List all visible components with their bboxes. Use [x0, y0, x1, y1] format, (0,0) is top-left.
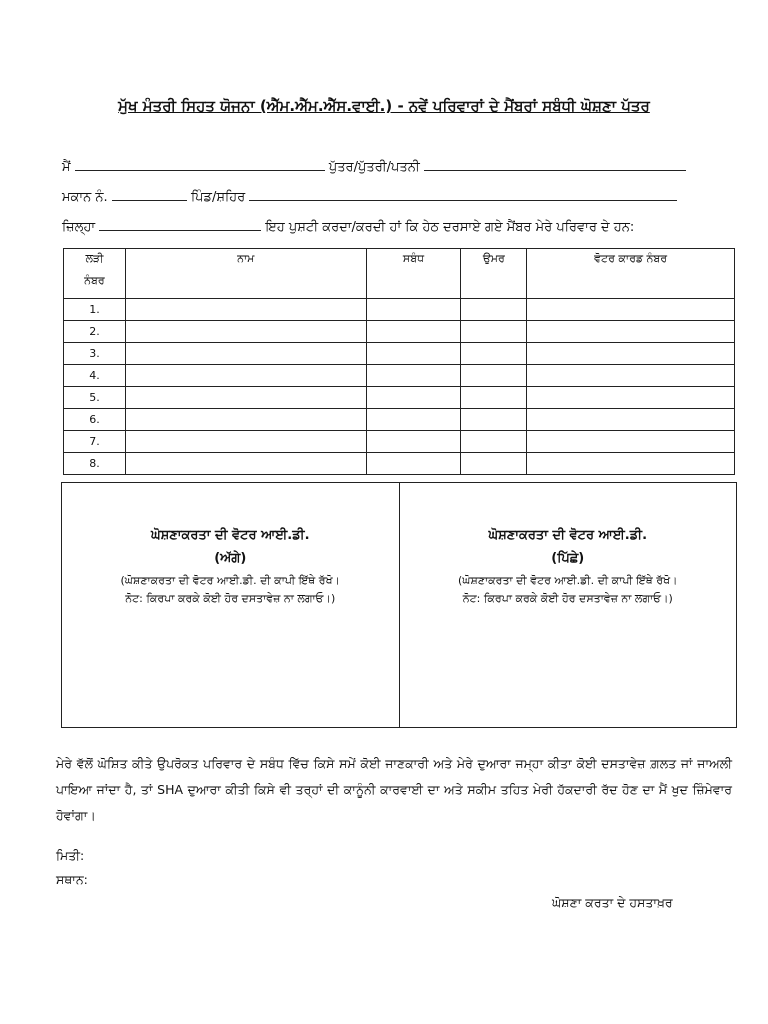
- voter-id-back-area[interactable]: [400, 483, 737, 727]
- declaration-paragraph: ਮੇਰੇ ਵੱਲੋਂ ਘੋਸ਼ਿਤ ਕੀਤੇ ਉਪਰੋਕਤ ਪਰਿਵਾਰ ਦੇ ਸਬੰਧ ਵਿੱਚ ਕਿਸੇ ਸਮੇਂ ਕੋਈ ਜਾਣਕਾਰੀ ਅਤੇ ਮੇਰੇ ਦੁਆਰਾ ਜਮ੍ਹਾ ਕੀਤਾ ਕੋਈ ਦਸਤਾਵੇਜ਼ ਗ਼ਲਤ ਜਾਂ ਜਾਅਲੀ ਪਾਇਆ ਜਾਂਦਾ ਹੈ, ਤਾਂ SHA ਦੁਆਰਾ ਕੀਤੀ ਕਿਸੇ ਵੀ ਤਰ੍ਹਾਂ ਦੀ ਕਾਨੂੰਨੀ ਕਾਰਵਾਈ ਦਾ ਅਤੇ ਸਕੀਮ ਤਹਿਤ ਮੇਰੀ ਹੱਕਦਾਰੀ ਰੱਦ ਹੋਣ ਦਾ ਮੈਂ ਖੁਦ ਜ਼ਿੰਮੇਵਾਰ ਹੋਵਾਂਗਾ।: [56, 756, 732, 823]
- voter-id-front-note-line2: ਨੋਟ: ਕਿਰਪਾ ਕਰਕੇ ਕੋਈ ਹੋਰ ਦਸਤਾਵੇਜ਼ ਨਾ ਲਗਾਓ।): [125, 592, 336, 605]
- relation-cell[interactable]: [366, 453, 461, 475]
- age-cell[interactable]: [461, 343, 527, 365]
- signature-label: ਘੋਸ਼ਣਾ ਕਰਤਾ ਦੇ ਹਸਤਾਖ਼ਰ: [552, 895, 673, 910]
- name-header: ਨਾਮ: [125, 249, 366, 299]
- serial-cell: 2.: [64, 321, 126, 343]
- form-line-district: [62, 218, 634, 235]
- age-cell[interactable]: [461, 299, 527, 321]
- voter-id-box: [61, 482, 737, 728]
- relation-cell[interactable]: [366, 321, 461, 343]
- document-title: ਮੁੱਖ ਮੰਤਰੀ ਸਿਹਤ ਯੋਜਨਾ (ਐੱਮ.ਐੱਮ.ਐੱਸ.ਵਾਈ.) - ਨਵੇਂ ਪਰਿਵਾਰਾਂ ਦੇ ਮੈਂਬਰਾਂ ਸਬੰਧੀ ਘੋਸ਼ਣਾ ਪੱਤਰ: [118, 97, 650, 115]
- voter-card-cell[interactable]: [527, 453, 735, 475]
- table-header-row: [64, 249, 735, 299]
- table-row: [64, 299, 735, 321]
- voter-card-cell[interactable]: [527, 387, 735, 409]
- name-cell[interactable]: [125, 409, 366, 431]
- table-row: [64, 343, 735, 365]
- name-cell[interactable]: [125, 343, 366, 365]
- table-row: [64, 365, 735, 387]
- serial-cell: 5.: [64, 387, 126, 409]
- voter-id-front-note: [62, 572, 399, 608]
- voter-card-cell[interactable]: [527, 365, 735, 387]
- relation-header: ਸਬੰਧ: [366, 249, 461, 299]
- table-row: [64, 387, 735, 409]
- name-cell[interactable]: [125, 321, 366, 343]
- age-header: ਉਮਰ: [461, 249, 527, 299]
- voter-card-cell[interactable]: [527, 299, 735, 321]
- house-no-label: ਮਕਾਨ ਨੰ.: [62, 190, 108, 205]
- name-cell[interactable]: [125, 431, 366, 453]
- voter-id-front-side: (ਅੱਗੇ): [214, 551, 247, 566]
- serial-cell: 6.: [64, 409, 126, 431]
- serial-header-line1: ਲੜੀ: [85, 252, 104, 265]
- relation-cell[interactable]: [366, 343, 461, 365]
- table-row: [64, 321, 735, 343]
- name-cell[interactable]: [125, 387, 366, 409]
- name-blank[interactable]: [75, 158, 325, 171]
- confirmation-text: ਇਹ ਪੁਸ਼ਟੀ ਕਰਦਾ/ਕਰਦੀ ਹਾਂ ਕਿ ਹੇਠ ਦਰਸਾਏ ਗਏ ਮੈਂਬਰ ਮੇਰੇ ਪਰਿਵਾਰ ਦੇ ਹਨ:: [265, 220, 635, 235]
- voter-card-cell[interactable]: [527, 409, 735, 431]
- name-cell[interactable]: [125, 299, 366, 321]
- date-label: ਮਿਤੀ:: [56, 848, 85, 863]
- i-label: ਮੈਂ: [62, 160, 71, 175]
- form-line-name: [62, 158, 686, 175]
- place-label: ਸਥਾਨ:: [56, 872, 88, 887]
- village-city-label: ਪਿੰਡ/ਸ਼ਹਿਰ: [190, 190, 246, 205]
- relation-cell[interactable]: [366, 431, 461, 453]
- relation-cell[interactable]: [366, 409, 461, 431]
- table-row: [64, 453, 735, 475]
- voter-card-cell[interactable]: [527, 343, 735, 365]
- serial-header-line2: ਨੰਬਰ: [84, 274, 105, 287]
- voter-card-header: ਵੋਟਰ ਕਾਰਡ ਨੰਬਰ: [527, 249, 735, 299]
- voter-id-front-heading: ਘੋਸ਼ਣਾਕਰਤਾ ਦੀ ਵੋਟਰ ਆਈ.ਡੀ.: [150, 528, 310, 543]
- district-blank[interactable]: [99, 218, 261, 231]
- table-row: [64, 409, 735, 431]
- voter-id-back-note-line2: ਨੋਟ: ਕਿਰਪਾ ਕਰਕੇ ਕੋਈ ਹੋਰ ਦਸਤਾਵੇਜ਼ ਨਾ ਲਗਾਓ।): [462, 592, 673, 605]
- voter-id-back-side: (ਪਿੱਛੇ): [551, 551, 585, 566]
- serial-cell: 4.: [64, 365, 126, 387]
- voter-id-back-note: [400, 572, 737, 608]
- name-cell[interactable]: [125, 365, 366, 387]
- relation-cell[interactable]: [366, 387, 461, 409]
- members-table: [63, 248, 735, 475]
- serial-cell: 3.: [64, 343, 126, 365]
- serial-cell: 1.: [64, 299, 126, 321]
- district-label: ਜ਼ਿਲ੍ਹਾ: [62, 220, 96, 235]
- form-line-address: [62, 188, 677, 205]
- serial-cell: 7.: [64, 431, 126, 453]
- relation-cell[interactable]: [366, 299, 461, 321]
- age-cell[interactable]: [461, 321, 527, 343]
- relation-cell[interactable]: [366, 365, 461, 387]
- table-row: [64, 431, 735, 453]
- relation-label: ਪੁੱਤਰ/ਪੁੱਤਰੀ/ਪਤਨੀ: [328, 160, 420, 175]
- voter-id-front-area[interactable]: [62, 483, 400, 727]
- parent-spouse-blank[interactable]: [424, 158, 686, 171]
- name-cell[interactable]: [125, 453, 366, 475]
- voter-id-back-note-line1: (ਘੋਸ਼ਣਾਕਰਤਾ ਦੀ ਵੋਟਰ ਆਈ.ਡੀ. ਦੀ ਕਾਪੀ ਇੱਥੇ ਰੱਖੋ।: [458, 574, 678, 587]
- age-cell[interactable]: [461, 365, 527, 387]
- voter-id-back-heading: ਘੋਸ਼ਣਾਕਰਤਾ ਦੀ ਵੋਟਰ ਆਈ.ਡੀ.: [488, 528, 648, 543]
- voter-id-front-note-line1: (ਘੋਸ਼ਣਾਕਰਤਾ ਦੀ ਵੋਟਰ ਆਈ.ਡੀ. ਦੀ ਕਾਪੀ ਇੱਥੇ ਰੱਖੋ।: [120, 574, 340, 587]
- voter-card-cell[interactable]: [527, 431, 735, 453]
- age-cell[interactable]: [461, 453, 527, 475]
- serial-cell: 8.: [64, 453, 126, 475]
- age-cell[interactable]: [461, 409, 527, 431]
- village-city-blank[interactable]: [249, 188, 677, 201]
- voter-card-cell[interactable]: [527, 321, 735, 343]
- age-cell[interactable]: [461, 387, 527, 409]
- serial-header: [64, 249, 126, 299]
- age-cell[interactable]: [461, 431, 527, 453]
- house-no-blank[interactable]: [112, 188, 187, 201]
